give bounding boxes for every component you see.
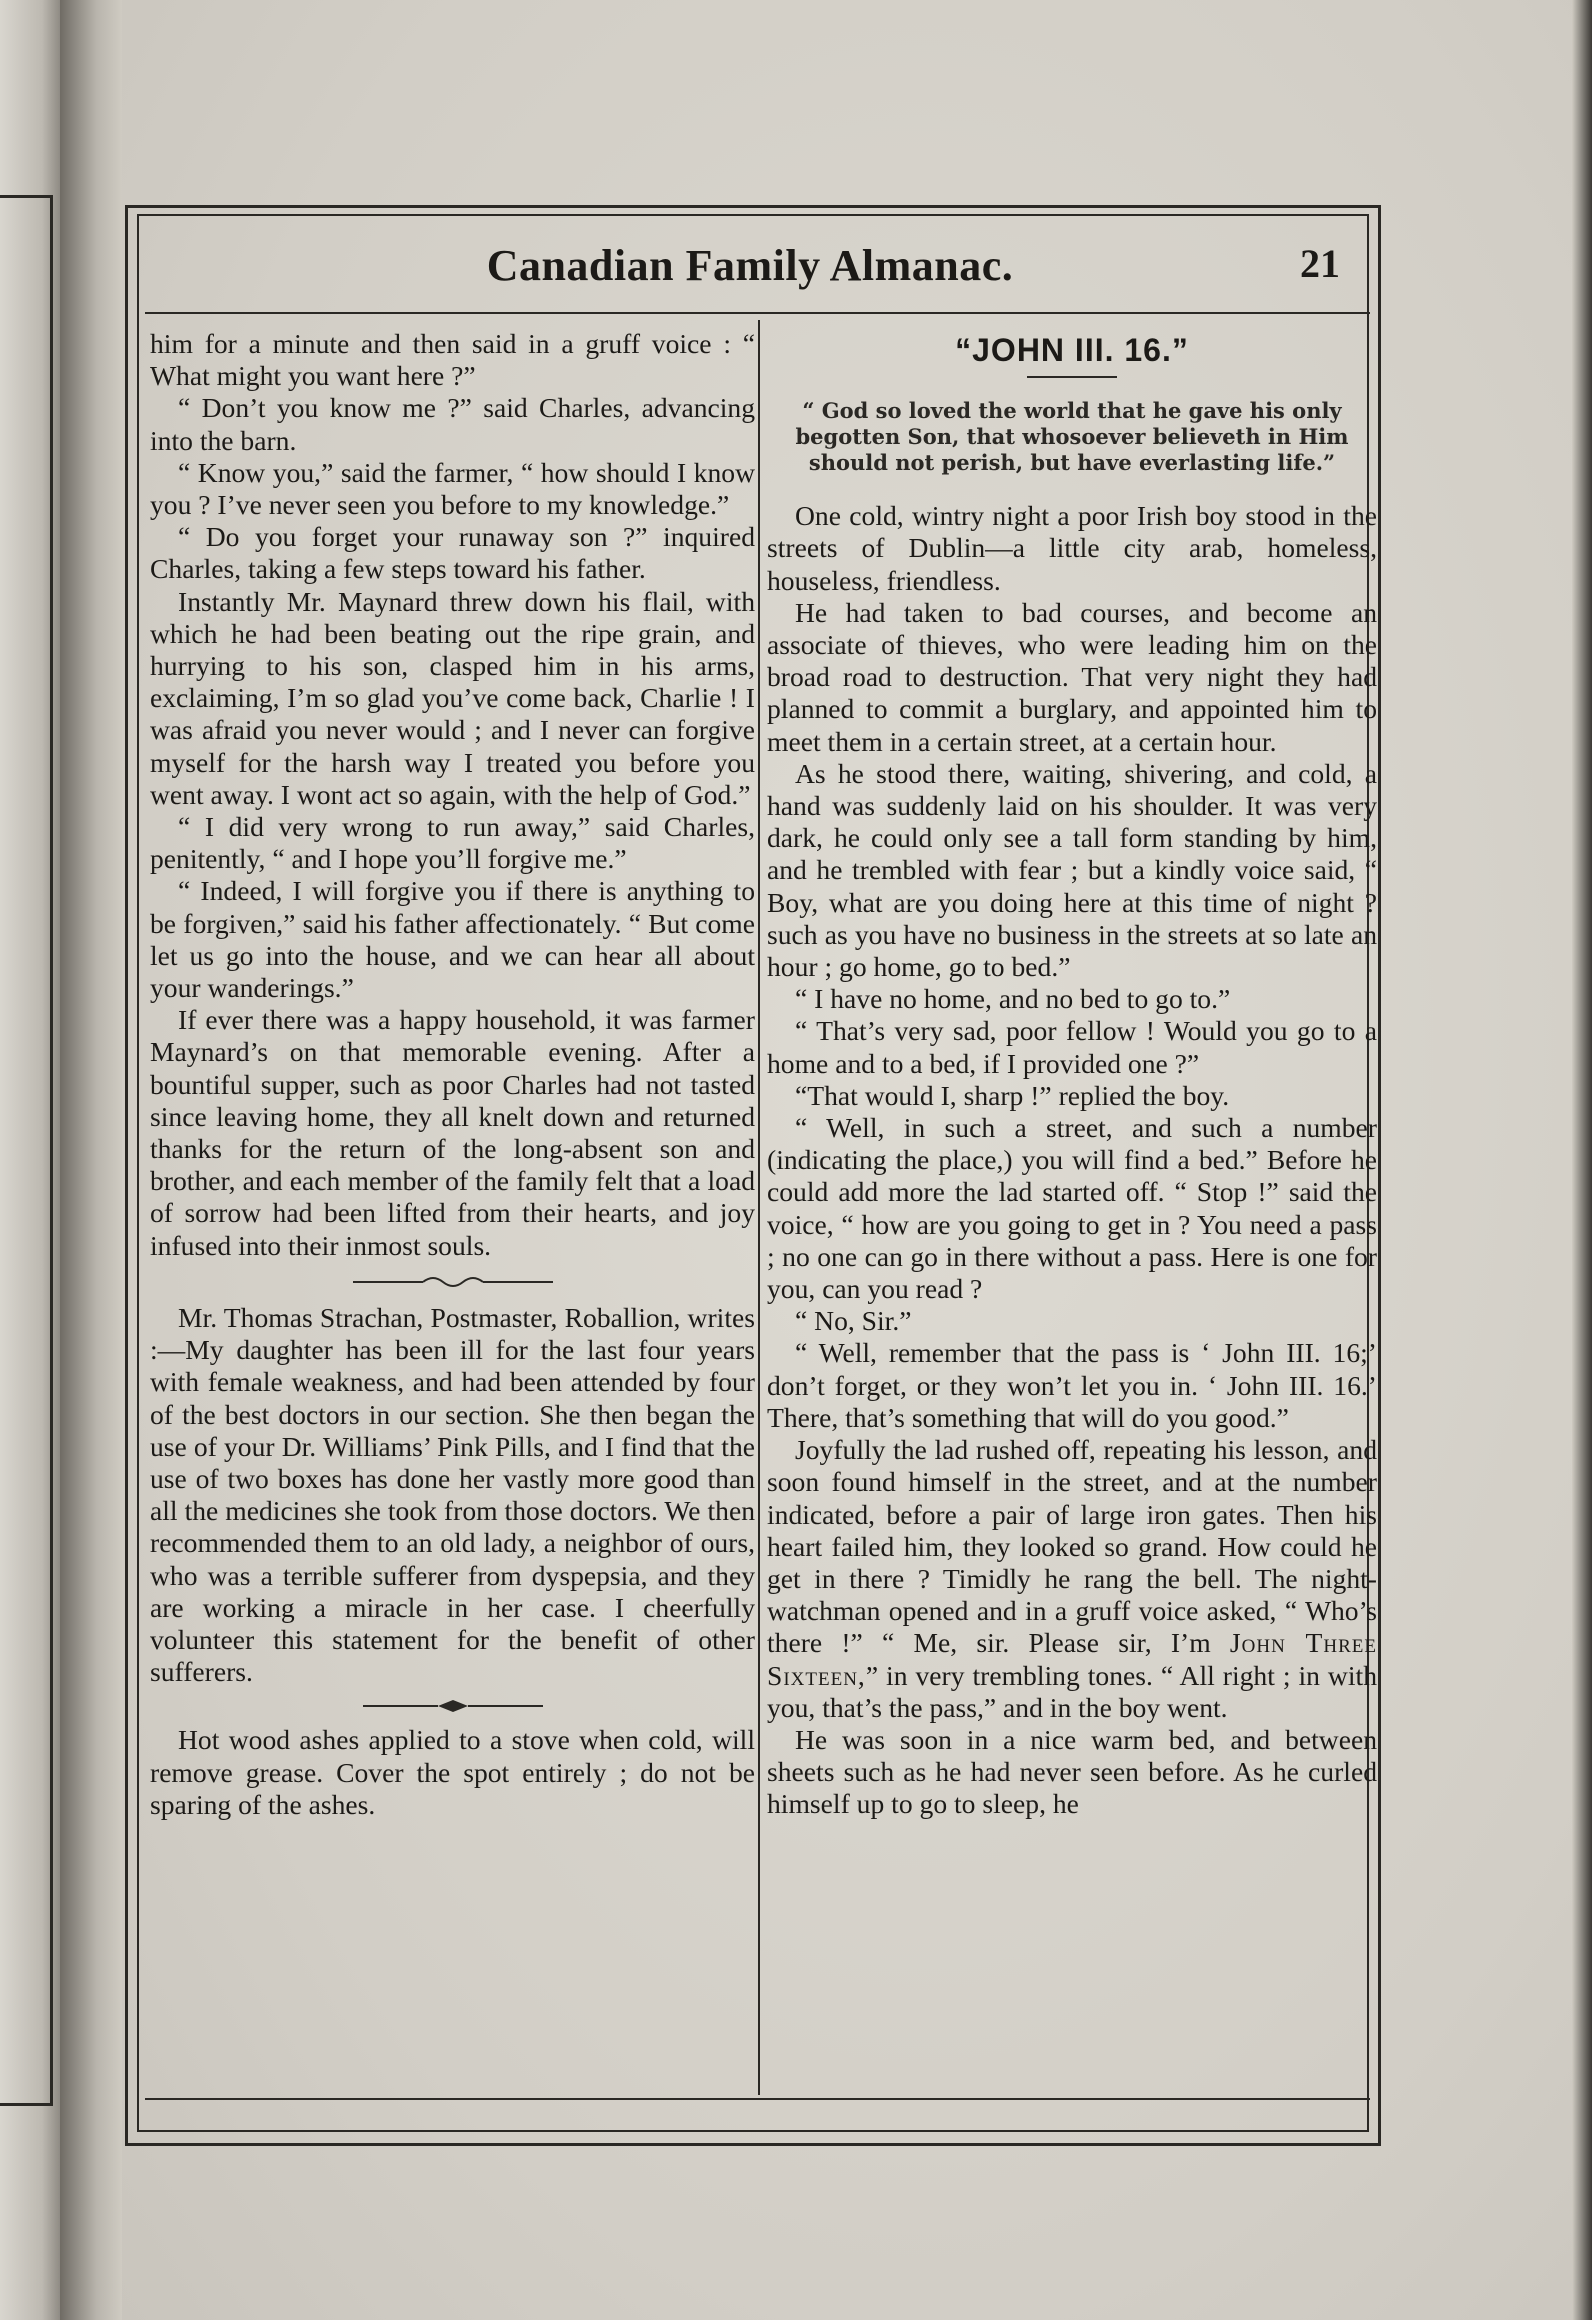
story-paragraph: “ Know you,” said the farmer, “ how should I know you ? I’ve never seen you before to my knowledge.” <box>150 456 755 521</box>
story-paragraph: He was soon in a nice warm bed, and between sheets such as he had never seen before. As he curled himself up to go to sleep, he <box>767 1723 1377 1820</box>
household-tip: Hot wood ashes applied to a stove when cold, will remove grease. Cover the spot entirely ; do not be sparing of the ashes. <box>150 1724 755 1820</box>
story-paragraph: “ Don’t you know me ?” said Charles, advancing into the barn. <box>150 392 755 456</box>
previous-page-frame <box>0 195 53 2106</box>
story-text: tones. “ All right ; in with you, that’s the pass,” and in the boy went. <box>767 1659 1377 1723</box>
left-column <box>150 328 755 1821</box>
story-paragraph: “ No, Sir.” <box>795 1305 912 1337</box>
right-column <box>767 328 1377 1821</box>
story-paragraph: “ Do you forget your runaway son ?” inquired Charles, taking a few steps toward his father. <box>150 521 755 585</box>
story-title: “JOHN III. 16.” <box>955 332 1189 368</box>
scripture-epigraph: “ God so loved the world that he gave his only begotten Son, that whosoever believeth in Him should not perish, but have everlasting life.” <box>795 398 1349 476</box>
story-paragraph: If ever there was a happy household, it was farmer Maynard’s on that memorable evening. After a bountiful supper, such as poor Charles had not tasted since leaving home, they all knelt down and returned thanks for the return of the long-absent son and brother, and each member of the family felt that a load of sorrow had been lifted from their hearts, and joy infused into their inmost souls. <box>150 1004 755 1261</box>
story-paragraph: “ Well, in such a street, and such a number (indicating the place,) you will find a bed.” Before he could add more the lad started off. “ Stop !” said the voice, “ how are you going to get in ? You need a pass ; no one can go in there without a pass. Here is one for you, can you read ? <box>767 1112 1377 1305</box>
story-paragraph: Instantly Mr. Maynard threw down his flail, with which he had been beating out the ripe grain, and hurrying to his son, clasped him in his arms, exclaiming, I’m so glad you’ve come back, Charlie ! I was afraid you never would ; and I never can forgive myself for the harsh way I treated you before you went away. I wont act so again, with the help of God.” <box>150 585 755 810</box>
page-right-edge <box>1572 0 1592 2320</box>
testimonial-paragraph: Mr. Thomas Strachan, Postmaster, Roballion, writes :—My daughter has been ill for the last four years with female weakness, and had been attended by four of the best doctors in our section. She then began the use of your Dr. Williams’ Pink Pills, and I find that the use of two boxes has done her vastly more good than all the medicines she took from those doctors. We then recommended them to an old lady, a neighbor of ours, who was a terrible sufferer from dyspepsia, and they are working a miracle in her case. I cheerfully volunteer this statement for the benefit of other sufferers. <box>150 1301 755 1688</box>
story-paragraph: As he stood there, waiting, shivering, and cold, a hand was suddenly laid on his shoulder. It was very dark, he could only see a tall form standing by him, and he trembled with fear ; but a kindly voice said, “ Boy, what are you doing here at this time of night ? such as you have no business in the streets at so late an hour ; go home, go to bed.” <box>767 757 1377 983</box>
story-paragraph: “ That’s very sad, poor fellow ! Would you go to a home and to a bed, if I provided one ?” <box>767 1015 1377 1079</box>
story-paragraph: He had taken to bad courses, and become an associate of thieves, who were leading him on the broad road to destruction. That very night they had planned to commit a burglary, and appointed him to meet them in a certain street, at a certain hour. <box>767 596 1377 757</box>
ornament-divider <box>353 1688 553 1724</box>
story-paragraph: “ I did very wrong to run away,” said Charles, penitently, “ and I hope you’ll forgive me.” <box>150 811 755 875</box>
title-rule <box>1027 376 1117 378</box>
story-paragraph: “That would I, sharp !” replied the boy. <box>795 1079 1230 1111</box>
story-text: ” in very trembling <box>865 1659 1080 1691</box>
story-paragraph: One cold, wintry night a poor Irish boy stood in the streets of Dublin—a little city arab, homeless, houseless, friendless. <box>767 500 1377 596</box>
page-number: 21 <box>1300 241 1340 286</box>
smallcaps-phrase: John Three Sixteen, <box>767 1627 1377 1691</box>
binding-gutter <box>60 0 122 2320</box>
story-paragraph: “ I have no home, and no bed to go to.” <box>795 983 1231 1015</box>
story-paragraph: “ Well, remember that the pass is ‘ John III. 16;’ don’t forget, or they won’t let you in. ‘ John III. 16.’ There, that’s something that will do you good.” <box>767 1337 1377 1433</box>
ornament-divider <box>343 1262 563 1302</box>
story-paragraph <box>767 1434 1377 1724</box>
column-divider <box>758 320 760 2095</box>
story-text: Joyfully the lad rushed off, repeating his lesson, and soon found himself in the street, and at the number indicated, before a pair of large iron gates. Then his heart failed him, they looked so grand. How could he get in there ? Timidly he rang the bell. The night-watchman opened and in a gruff voice asked, “ Who’s there !” “ Me, sir. Please sir, I’m <box>767 1434 1377 1659</box>
story-paragraph: him for a minute and then said in a gruff voice : “ What might you want here ?” <box>150 328 755 392</box>
running-header <box>140 240 1360 300</box>
story-paragraph: “ Indeed, I will forgive you if there is anything to be forgiven,” said his father affectionately. “ But come let us go into the house, and we can hear all about your wanderings.” <box>150 875 755 1004</box>
header-rule <box>145 312 1370 314</box>
bottom-rule <box>145 2098 1370 2100</box>
running-title: Canadian Family Almanac. <box>486 241 1014 290</box>
